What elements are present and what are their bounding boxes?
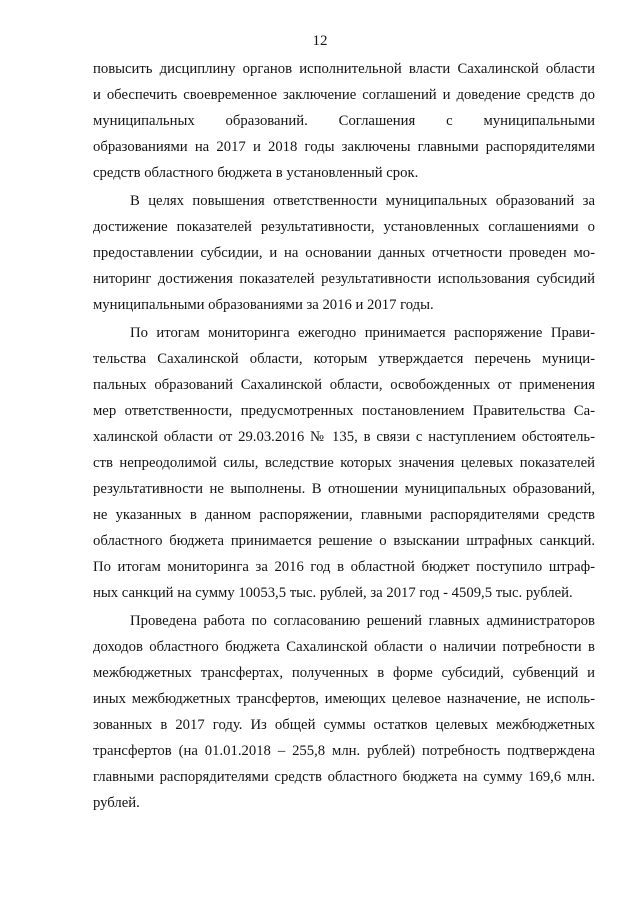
text-line: доходов областного бюджета Сахалинской области о наличии потребности в [93,639,595,655]
text-line: тельства Сахалинской области, которым утверждается перечень муници- [93,351,595,367]
text-line: ных санкций на сумму 10053,5 тыс. рублей, за 2017 год - 4509,5 тыс. рублей. [93,585,573,601]
text-line: зованных в 2017 году. Из общей суммы остатков целевых межбюджетных [93,717,595,733]
text-line: средств областного бюджета в установленный срок. [93,165,419,181]
text-line: предоставлении субсидии, и на основании данных отчетности проведен мо- [93,245,595,261]
text-line: достижение показателей результативности, установленных соглашениями о [93,219,595,235]
text-line: образованиями на 2017 и 2018 годы заключены главными распорядителями [93,139,595,155]
text-line: В целях повышения ответственности муниципальных образований за [130,193,595,209]
text-line: результативности не выполнены. В отношении муниципальных образований, [93,481,595,497]
text-line: главными распорядителями средств областного бюджета на сумму 169,6 млн. [93,769,595,785]
text-line: муниципальными образованиями за 2016 и 2017 годы. [93,297,434,313]
text-line: областного бюджета принимается решение о взыскании штрафных санкций. [93,533,595,549]
text-line: не указанных в данном распоряжении, главными распорядителями средств [93,507,595,523]
text-line: По итогам мониторинга ежегодно принимается распоряжение Прави- [130,325,595,341]
text-line: межбюджетных трансфертах, полученных в форме субсидий, субвенций и [93,665,595,681]
text-line: По итогам мониторинга за 2016 год в областной бюджет поступило штраф- [93,559,595,575]
text-line: ств непреодолимой силы, вследствие которых значения целевых показателей [93,455,595,471]
text-line: иных межбюджетных трансфертов, имеющих целевое назначение, не исполь- [93,691,595,707]
text-line: пальных образований Сахалинской области, освобожденных от применения [93,377,595,393]
text-line: муниципальных образований. Соглашения с муниципальными [93,113,595,129]
text-line: рублей. [93,795,140,811]
text-line: повысить дисциплину органов исполнительной власти Сахалинской области [93,61,595,77]
page-number: 12 [312,33,328,49]
text-line: мер ответственности, предусмотренных постановлением Правительства Са- [93,403,595,419]
text-line: и обеспечить своевременное заключение соглашений и доведение средств до [93,87,595,103]
text-line: халинской области от 29.03.2016 № 135, в связи с наступлением обстоятель- [93,429,595,445]
text-line: ниторинг достижения показателей результативности использования субсидий [93,271,595,287]
text-line: трансфертов (на 01.01.2018 – 255,8 млн. рублей) потребность подтверждена [93,743,595,759]
text-line: Проведена работа по согласованию решений главных администраторов [130,613,595,629]
